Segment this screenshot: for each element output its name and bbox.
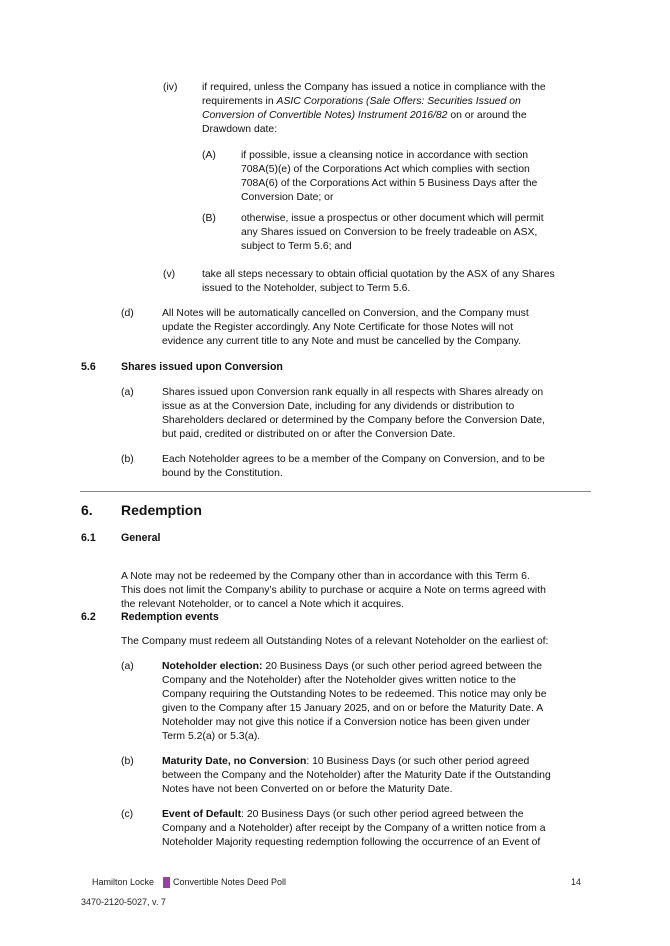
italic-text: Conversion of Convertible Notes) Instrument 2016/82 <box>202 110 448 121</box>
section-divider <box>80 491 591 492</box>
text-line <box>121 584 546 598</box>
text-line <box>162 755 551 769</box>
text-line <box>241 191 537 205</box>
text-run: if possible, issue a cleansing notice in accordance with section <box>241 150 529 161</box>
text-line <box>202 109 546 123</box>
text-line <box>162 716 546 730</box>
text-line <box>202 268 555 282</box>
page-number: 14 <box>571 877 582 887</box>
heading-title <box>121 360 283 374</box>
text-line <box>162 400 545 414</box>
text-run: requirements in <box>202 96 277 107</box>
footer-firm: Hamilton Locke <box>92 877 155 887</box>
text-line <box>202 81 546 95</box>
heading-number: 5.6 <box>81 361 96 373</box>
italic-text: ASIC Corporations (Sale Offers: Securities Issued on <box>276 96 521 107</box>
item-text <box>121 635 548 649</box>
text-run: 708A(5)(e) of the Corporations Act which complies with section <box>241 164 530 175</box>
text-run: Company requiring the Outstanding Notes to be redeemed. This notice may only be <box>162 689 547 700</box>
text-line <box>121 570 546 584</box>
footer-document-title: Convertible Notes Deed Poll <box>173 877 287 887</box>
item-text <box>162 660 546 744</box>
item-text <box>202 268 555 296</box>
text-run: given to the Company after 15 January 2025, and on or before the Maturity Date. A <box>162 703 544 714</box>
heading-number: 6.2 <box>81 611 96 623</box>
text-run: The Company must redeem all Outstanding Notes of a relevant Noteholder on the earliest of: <box>121 636 549 647</box>
text-line <box>162 836 546 850</box>
heading-number: 6. <box>81 502 93 518</box>
text-run: issue as at the Conversion Date, including for any dividends or distribution to <box>162 401 515 412</box>
text-run: Noteholder may not give this notice if a Conversion notice has been given under <box>162 717 530 728</box>
bold-text: Shares issued upon Conversion <box>121 361 283 373</box>
text-line <box>162 808 546 822</box>
text-run: bound by the Constitution. <box>162 468 283 479</box>
text-run: Conversion Date; or <box>241 192 334 203</box>
text-run: otherwise, issue a prospectus or other document which will permit <box>241 213 544 224</box>
text-run: Noteholder Majority requesting redemption following the occurrence of an Event of <box>162 837 541 848</box>
text-run: Company and the Noteholder) after the Noteholder gives written notice to the <box>162 675 517 686</box>
item-text <box>241 149 537 205</box>
text-line <box>162 467 545 481</box>
text-run: any Shares issued on Conversion to be freely tradeable on ASX, <box>241 227 538 238</box>
heading-title <box>121 531 160 545</box>
text-line <box>202 95 546 109</box>
text-line <box>162 386 545 400</box>
item-label: (A) <box>202 150 216 161</box>
text-line <box>121 531 160 545</box>
item-label: (B) <box>202 213 216 224</box>
text-run: 20 Business Days (or such other period agreed between the <box>262 661 543 672</box>
text-run: on or around the <box>447 110 527 121</box>
text-line <box>162 688 546 702</box>
item-text <box>162 808 546 850</box>
text-run: issued to the Noteholder, subject to Term 5.6. <box>202 283 411 294</box>
text-line <box>241 226 544 240</box>
text-run: but paid, credited or distributed on or after the Conversion Date. <box>162 429 456 440</box>
text-line <box>162 783 551 797</box>
text-run: if required, unless the Company has issued a notice in compliance with the <box>202 82 546 93</box>
footer-accent-mark <box>163 877 170 888</box>
item-text <box>241 212 544 254</box>
item-label: (a) <box>121 661 134 672</box>
text-run: : 10 Business Days (or such other period agreed <box>306 756 530 767</box>
text-run: evidence any current title to any Note and must be cancelled by the Company. <box>162 336 522 347</box>
text-line <box>162 321 529 335</box>
heading-title <box>121 610 219 624</box>
text-line <box>241 177 537 191</box>
item-text <box>162 307 529 349</box>
text-run: Company and a Noteholder) after receipt by the Company of a written notice from a <box>162 823 546 834</box>
text-line <box>121 501 202 519</box>
text-run: between the Company and the Noteholder) after the Maturity Date if the Outstanding <box>162 770 551 781</box>
bold-text: Noteholder election: <box>162 661 263 672</box>
item-label: (iv) <box>163 82 178 93</box>
text-line <box>121 635 548 649</box>
item-text <box>162 453 545 481</box>
item-text <box>121 570 546 612</box>
text-line <box>121 360 283 374</box>
text-line <box>162 453 545 467</box>
item-label: (a) <box>121 387 134 398</box>
text-line <box>162 335 529 349</box>
item-label: (d) <box>121 308 134 319</box>
text-line <box>241 163 537 177</box>
text-line <box>162 414 545 428</box>
item-label: (b) <box>121 454 134 465</box>
item-text <box>202 81 546 137</box>
text-run: All Notes will be automatically cancelled on Conversion, and the Company must <box>162 308 529 319</box>
text-line <box>241 149 537 163</box>
item-text <box>162 386 545 442</box>
heading-number: 6.1 <box>81 532 96 544</box>
text-run: update the Register accordingly. Any Note Certificate for those Notes will not <box>162 322 513 333</box>
text-line <box>241 212 544 226</box>
text-run: subject to Term 5.6; and <box>241 241 352 252</box>
text-run: Shareholders declared or determined by the Company before the Conversion Date, <box>162 415 545 426</box>
text-run: Redemption <box>121 502 202 518</box>
text-run: take all steps necessary to obtain official quotation by the ASX of any Shares <box>202 269 555 280</box>
text-line <box>162 702 546 716</box>
text-line <box>162 730 546 744</box>
text-line <box>162 769 551 783</box>
item-text <box>162 755 551 797</box>
text-line <box>241 240 544 254</box>
text-line <box>202 282 555 296</box>
document-reference: 3470-2120-5027, v. 7 <box>81 897 166 907</box>
text-line <box>162 822 546 836</box>
text-run: Drawdown date: <box>202 124 278 135</box>
text-run: the relevant Noteholder, or to cancel a Note which it acquires. <box>121 599 405 610</box>
text-line <box>162 428 545 442</box>
text-run: Notes have not been Converted on or before the Maturity Date. <box>162 784 453 795</box>
item-label: (b) <box>121 756 134 767</box>
heading-title <box>121 501 202 519</box>
text-line <box>162 660 546 674</box>
bold-text: Redemption events <box>121 611 219 623</box>
item-label: (v) <box>163 269 176 280</box>
text-run: Shares issued upon Conversion rank equally in all respects with Shares already on <box>162 387 544 398</box>
bold-text: Event of Default <box>162 809 242 820</box>
text-run: A Note may not be redeemed by the Company other than in accordance with this Term 6. <box>121 571 530 582</box>
text-run: 708A(6) of the Corporations Act within 5 Business Days after the <box>241 178 538 189</box>
bold-text: Maturity Date, no Conversion <box>162 756 307 767</box>
bold-text: General <box>121 532 161 544</box>
text-run: Term 5.2(a) or 5.3(a). <box>162 731 261 742</box>
text-run: Each Noteholder agrees to be a member of the Company on Conversion, and to be <box>162 454 545 465</box>
text-line <box>162 307 529 321</box>
item-label: (c) <box>121 809 134 820</box>
text-run: : 20 Business Days (or such other period agreed between the <box>241 809 524 820</box>
text-line <box>121 610 219 624</box>
text-line <box>162 674 546 688</box>
text-line <box>202 123 546 137</box>
text-run: This does not limit the Company’s ability to purchase or acquire a Note on terms agreed with <box>121 585 546 596</box>
